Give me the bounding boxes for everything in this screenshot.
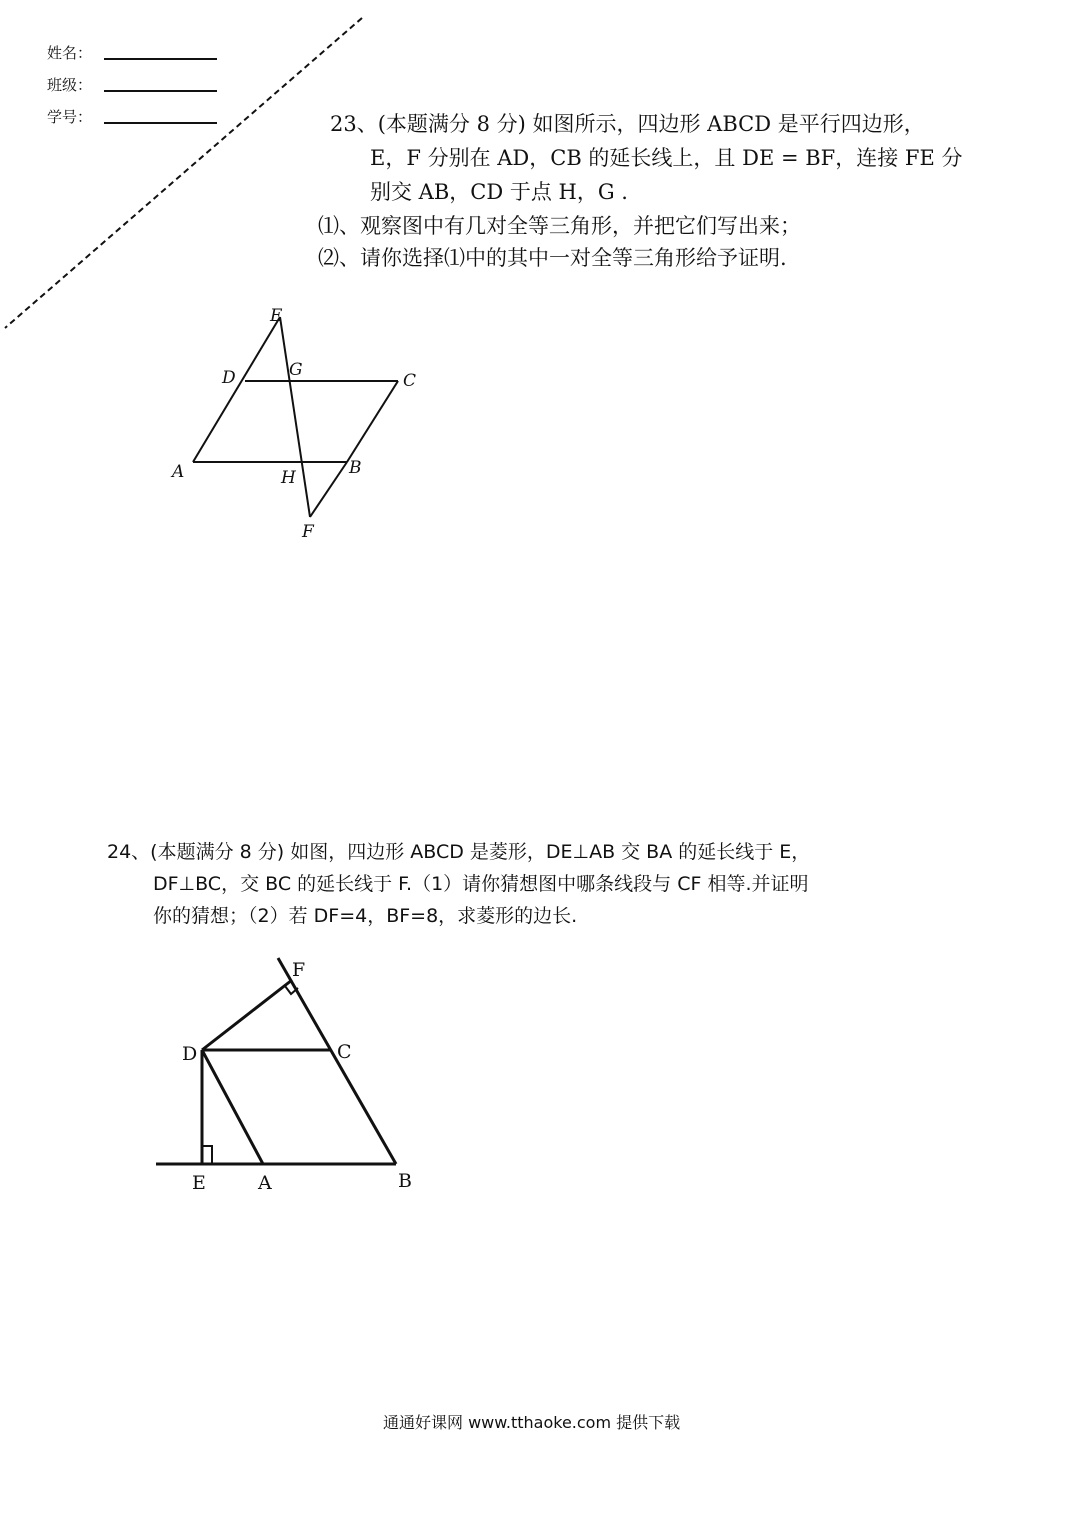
label-F: F	[302, 522, 314, 542]
label-E: E	[192, 1172, 206, 1194]
q24-rhombus-figure	[150, 950, 430, 1200]
q23-part-2: ⑵、请你选择⑴中的其中一对全等三角形给予证明.	[318, 246, 787, 270]
q23-line-3: 别交 AB，CD 于点 H，G .	[370, 180, 628, 204]
label-C: C	[403, 371, 417, 391]
label-D: D	[182, 1043, 198, 1065]
label-B: B	[398, 1170, 412, 1192]
label-B: B	[349, 458, 362, 478]
class-field[interactable]	[104, 90, 217, 92]
name-label: 姓名：	[47, 44, 93, 62]
segment-AE	[193, 317, 280, 462]
student-id-field[interactable]	[104, 122, 217, 124]
q23-line-2: E，F 分别在 AD，CB 的延长线上，且 DE = BF，连接 FE 分	[370, 146, 963, 170]
q23-parallelogram-figure	[160, 295, 440, 550]
label-E: E	[270, 306, 283, 326]
q23-part-1: ⑴、观察图中有几对全等三角形，并把它们写出来；	[318, 214, 801, 238]
name-field[interactable]	[104, 58, 217, 60]
q24-line-1: 24、(本题满分 8 分) 如图，四边形 ABCD 是菱形，DE⊥AB 交 BA 的延长线于 E，	[107, 841, 811, 863]
q24-line-3: 你的猜想；（2）若 DF=4，BF=8，求菱形的边长.	[153, 905, 578, 927]
label-C: C	[337, 1041, 352, 1063]
segment-BC	[347, 381, 398, 462]
label-H: H	[281, 468, 296, 488]
student-id-label: 学号：	[47, 108, 93, 126]
q24-line-2: DF⊥BC，交 BC 的延长线于 F.（1）请你猜想图中哪条线段与 CF 相等.并证明	[153, 873, 809, 895]
class-label: 班级：	[47, 76, 93, 94]
segment-DF	[202, 980, 292, 1050]
segment-BF	[310, 462, 347, 517]
label-A: A	[172, 462, 185, 482]
label-G: G	[289, 360, 303, 380]
label-A: A	[258, 1172, 272, 1194]
label-F: F	[292, 959, 306, 981]
q23-line-1: 23、(本题满分 8 分) 如图所示，四边形 ABCD 是平行四边形，	[330, 112, 925, 136]
footer-credit: 通通好课网 www.tthaoke.com 提供下载	[383, 1413, 681, 1432]
label-D: D	[222, 368, 236, 388]
